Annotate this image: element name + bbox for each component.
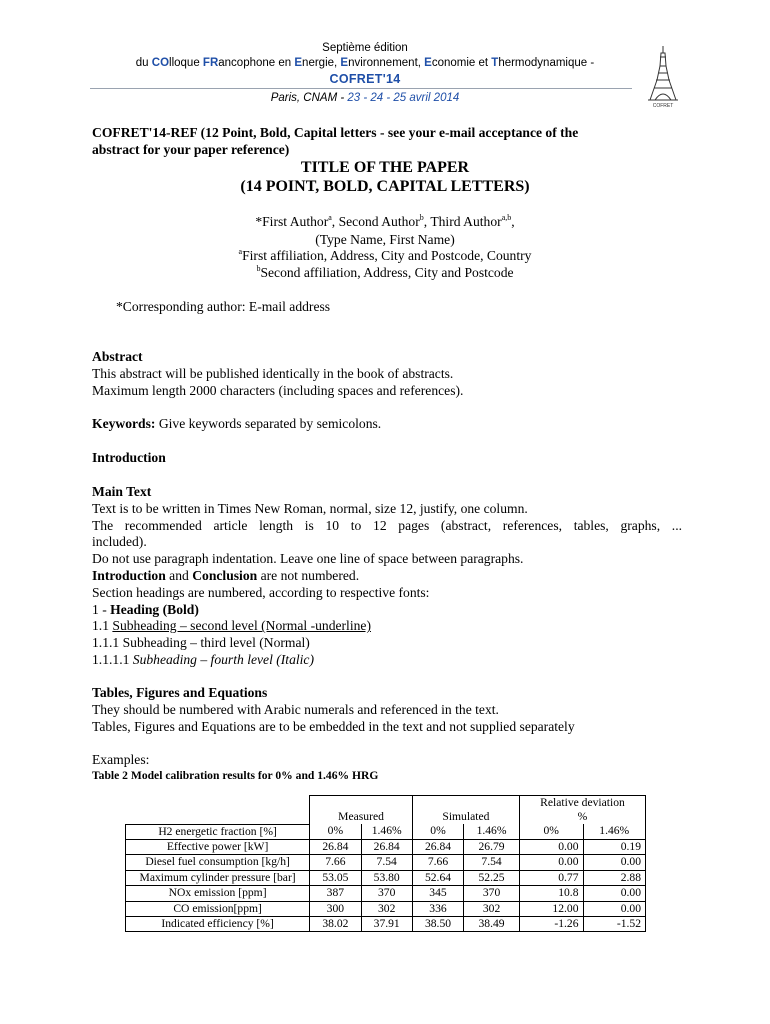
table-cell: 38.02 (310, 916, 361, 931)
main-text-section (92, 484, 682, 669)
table-cell: 300 (310, 901, 361, 916)
affiliation-a-text: First affiliation, Address, City and Postcode, Country (242, 248, 532, 263)
colloque-text: du (135, 57, 152, 69)
relative-deviation-unit: % (577, 810, 588, 823)
examples-label: Examples: (92, 752, 150, 767)
table-cell: 345 (412, 886, 463, 901)
main-text-line-2: The recommended article length is 10 to 12 pages (abstract, references, tables, graphs, ... (92, 517, 682, 533)
table-cell: 302 (464, 901, 520, 916)
colloque-text: conomie et (431, 57, 492, 69)
eiffel-tower-logo (640, 44, 686, 108)
not-numbered-text: are not numbered. (257, 567, 360, 583)
main-text-line-4: Do not use paragraph indentation. Leave one line of space between paragraphs. (92, 551, 524, 567)
conference-name: COFRET'14 (329, 72, 401, 86)
affiliation-a-sup: a (238, 247, 243, 256)
heading-example-4-num: 1.1.1.1 (92, 651, 133, 667)
tables-heading: Tables, Figures and Equations (92, 685, 268, 700)
table-cell: 0.00 (583, 886, 646, 901)
heading-example-1-text: Heading (Bold) (110, 601, 199, 617)
table-cell: 7.66 (310, 855, 361, 870)
table-cell: 0.77 (519, 870, 583, 885)
table-cell: 53.80 (361, 870, 412, 885)
table-row-label: H2 energetic fraction [%] (126, 824, 310, 839)
table-row (126, 855, 646, 870)
third-author: , Third Author (423, 214, 502, 229)
heading-example-2-num: 1.1 (92, 618, 113, 634)
paper-reference-line-2: abstract for your paper reference) (92, 142, 290, 157)
table-row (126, 916, 646, 931)
table-cell: 302 (361, 901, 412, 916)
heading-example-3: 1.1.1 Subheading – third level (Normal) (92, 635, 310, 651)
table-cell: 0% (310, 824, 361, 839)
colloque-text: ancophone en (218, 57, 295, 69)
colloque-initial: CO (151, 57, 170, 69)
table-cell: 7.54 (361, 855, 412, 870)
table-cell: 52.25 (464, 870, 520, 885)
author-tail: , (511, 214, 515, 229)
heading-example-1-num: 1 - (92, 601, 111, 617)
paper-title-subtitle: (14 POINT, BOLD, CAPITAL LETTERS) (240, 178, 530, 195)
colloque-text: nvironnement, (348, 57, 425, 69)
abstract-line-1: This abstract will be published identically in the book of abstracts. (92, 365, 454, 381)
venue-dates (0, 92, 730, 104)
table-row-label: Effective power [kW] (126, 839, 310, 854)
table-cell: 370 (464, 886, 520, 901)
abstract-heading: Abstract (92, 349, 143, 364)
heading-example-1 (92, 602, 682, 619)
second-author-sup: b (419, 213, 424, 222)
table-cell: 26.84 (310, 839, 361, 854)
second-author: , Second Author (331, 214, 420, 229)
table-cell: 10.8 (519, 886, 583, 901)
relative-deviation-label: Relative deviation (540, 796, 625, 809)
keywords-text: Give keywords separated by semicolons. (155, 416, 382, 431)
header-divider (90, 88, 632, 89)
affiliation-b (0, 265, 770, 281)
table-cell: 26.79 (464, 839, 520, 854)
table-cell: 370 (361, 886, 412, 901)
paper-title: TITLE OF THE PAPER (300, 159, 470, 176)
table-cell: 0% (519, 824, 583, 839)
table-row-label: Diesel fuel consumption [kg/h] (126, 855, 310, 870)
table-cell: 7.66 (412, 855, 463, 870)
heading-example-2 (92, 618, 682, 635)
tables-line-2: Tables, Figures and Equations are to be embedded in the text and not supplied separately (92, 718, 575, 734)
table-cell: 52.64 (412, 870, 463, 885)
venue-label: Paris, CNAM - (270, 92, 348, 104)
colloque-text: nergie, (302, 57, 341, 69)
heading-example-2-text: Subheading – second level (Normal -underline) (112, 618, 371, 634)
introduction-heading: Introduction (92, 450, 166, 465)
main-text-line-6: Section headings are numbered, according to respective fonts: (92, 584, 430, 600)
table-group-header-row (126, 796, 646, 825)
colloque-text: lloque (169, 57, 203, 69)
table-row-label: CO emission[ppm] (126, 901, 310, 916)
logo-caption: COFRET (652, 103, 674, 108)
simulated-header: Simulated (412, 796, 519, 825)
table-cell: 0.00 (519, 855, 583, 870)
colloque-initial: E (424, 57, 432, 69)
affiliation-b-sup: b (256, 264, 261, 273)
table-cell: 0% (412, 824, 463, 839)
main-text-line-1: Text is to be written in Times New Roman, normal, size 12, justify, one column. (92, 500, 528, 516)
conclusion-word: Conclusion (192, 567, 258, 583)
affiliation-b-text: Second affiliation, Address, City and Postcode (260, 265, 514, 280)
table-row-label: NOx emission [ppm] (126, 886, 310, 901)
colloque-initial: E (340, 57, 349, 69)
table-corner-cell (126, 796, 310, 825)
table-cell: 2.88 (583, 870, 646, 885)
table-cell: 336 (412, 901, 463, 916)
table-cell: 1.46% (583, 824, 646, 839)
heading-example-4 (92, 652, 682, 669)
colloque-initial: E (294, 57, 303, 69)
edition-label: Septième édition (322, 42, 408, 54)
paper-reference-line-1: COFRET'14-REF (12 Point, Bold, Capital letters - see your e-mail acceptance of the (92, 125, 579, 140)
table-row-label: Indicated efficiency [%] (126, 916, 310, 931)
intro-word: Introduction (92, 567, 166, 583)
table-row (126, 901, 646, 916)
table-cell: 38.49 (464, 916, 520, 931)
tables-section (92, 685, 692, 735)
table-cell: -1.52 (583, 916, 646, 931)
measured-header: Measured (310, 796, 413, 825)
table-cell: 26.84 (412, 839, 463, 854)
table-cell: 1.46% (464, 824, 520, 839)
tables-line-1: They should be numbered with Arabic numerals and referenced in the text. (92, 701, 499, 717)
first-author: *First Author (255, 214, 329, 229)
keywords-label: Keywords: (92, 416, 156, 431)
colloque-initial: FR (202, 57, 219, 69)
table-cell: 1.46% (361, 824, 412, 839)
table-cell: 0.19 (583, 839, 646, 854)
table-row (126, 839, 646, 854)
affiliation-a (0, 248, 770, 264)
third-author-sup: a,b (501, 213, 512, 222)
table-row (126, 824, 646, 839)
table-cell: 53.05 (310, 870, 361, 885)
table-cell: 12.00 (519, 901, 583, 916)
calibration-table (125, 795, 646, 932)
abstract-section (92, 349, 692, 399)
table-row-label: Maximum cylinder pressure [bar] (126, 870, 310, 885)
main-text-line-5 (92, 568, 682, 585)
main-text-line-3: included). (92, 534, 147, 550)
main-text-heading: Main Text (92, 484, 152, 499)
table-cell: 26.84 (361, 839, 412, 854)
author-list (0, 214, 770, 230)
table-cell: 0.00 (519, 839, 583, 854)
table-cell: 7.54 (464, 855, 520, 870)
colloque-text: hermodynamique - (498, 57, 595, 69)
table-cell: 37.91 (361, 916, 412, 931)
table-cell: 0.00 (583, 901, 646, 916)
author-name-format: (Type Name, First Name) (315, 232, 455, 247)
table-row (126, 870, 646, 885)
conference-dates: 23 - 24 - 25 avril 2014 (347, 92, 460, 104)
relative-deviation-header (519, 796, 645, 825)
table-cell: -1.26 (519, 916, 583, 931)
and-word: and (165, 567, 193, 583)
corresponding-author: *Corresponding author: E-mail address (116, 299, 331, 314)
table-cell: 38.50 (412, 916, 463, 931)
table-cell: 0.00 (583, 855, 646, 870)
table-row (126, 886, 646, 901)
colloque-initial: T (491, 57, 499, 69)
first-author-sup: a (328, 213, 332, 222)
abstract-line-2: Maximum length 2000 characters (including spaces and references). (92, 382, 464, 398)
table-caption: Table 2 Model calibration results for 0% and 1.46% HRG (92, 769, 379, 782)
colloque-line (0, 57, 730, 69)
heading-example-4-text: Subheading – fourth level (Italic) (132, 651, 314, 667)
table-cell: 387 (310, 886, 361, 901)
keywords-line (92, 416, 381, 433)
